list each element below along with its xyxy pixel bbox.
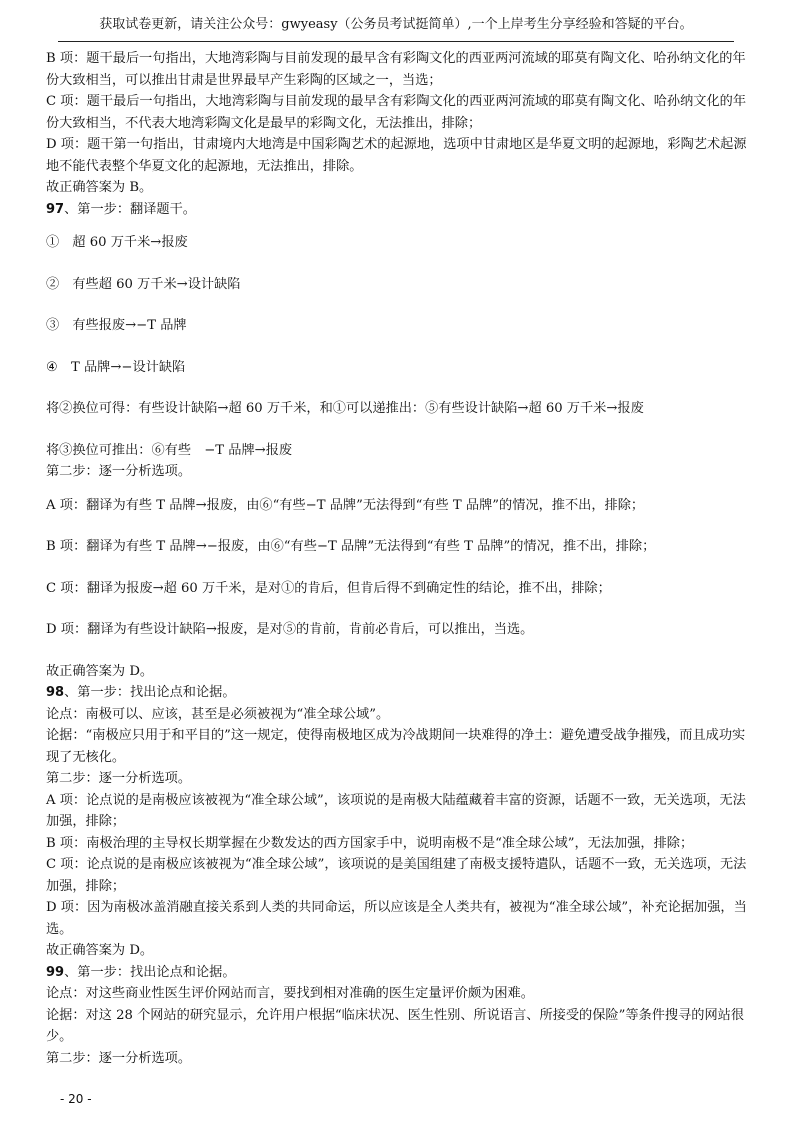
paragraph-text: A 项：论点说的是南极应该被视为“准全球公域”，该项说的是南极大陆蕴藏着丰富的资源，话题不一致，无关选项，无法加强，排除； — [46, 792, 746, 829]
paragraph — [46, 274, 752, 296]
paragraph-text: 故正确答案为 D。 — [46, 663, 154, 679]
paragraph-text: 、第一步：找出论点和论据。 — [64, 685, 236, 700]
paragraph-text: 将②换位可得：有些设计缺陷→超 60 万千米，和①可以递推出：⑤有些设计缺陷→超 60 万千米→报废 — [46, 401, 644, 416]
paragraph — [46, 232, 752, 254]
paragraph — [46, 983, 752, 1005]
paragraph-text: 故正确答案为 D。 — [46, 943, 154, 958]
paragraph-text: 论点：南极可以、应该，甚至是必须被视为“准全球公域”。 — [46, 706, 390, 722]
header-divider — [58, 41, 734, 42]
paragraph — [46, 619, 752, 641]
paragraph-text: B 项：翻译为有些 T 品牌→−报废，由⑥“有些−T 品牌”无法得到“有些 T 品牌”的情况，推不出，排除； — [46, 539, 656, 554]
question-number: 99 — [46, 964, 65, 980]
paragraph-text: B 项：南极治理的主导权长期掌握在少数发达的西方国家手中，说明南极不是“准全球公域”，无法加强，排除； — [46, 835, 694, 851]
paragraph — [46, 940, 752, 962]
document-body — [46, 48, 752, 1069]
paragraph-text: 、第一步：找出论点和论据。 — [64, 964, 236, 980]
paragraph — [46, 48, 752, 91]
paragraph — [46, 177, 752, 199]
paragraph — [46, 661, 752, 683]
question-number: 97 — [46, 201, 65, 217]
paragraph — [46, 768, 752, 790]
paragraph — [46, 578, 752, 600]
paragraph-text: 论据：“南极应只用于和平目的”这一规定，使得南极地区成为冷战期间一块难得的净土：避免遭受战争摧残，而且成功实现了无核化。 — [46, 728, 746, 765]
paragraph — [46, 725, 752, 768]
paragraph-text: D 项：翻译为有些设计缺陷→报废，是对⑤的肯前，肯前必肯后，可以推出，当选。 — [46, 622, 534, 637]
paragraph-text: 故正确答案为 B。 — [46, 180, 153, 195]
paragraph — [46, 536, 752, 558]
paragraph-text: 论点：对这些商业性医生评价网站而言，要找到相对准确的医生定量评价颇为困难。 — [46, 986, 534, 1001]
page-header: 获取试卷更新，请关注公众号：gwyeasy（公务员考试挺简单）,一个上岸考生分享经验和答疑的平台。 — [99, 17, 693, 32]
paragraph-text: B 项：题干最后一句指出，大地湾彩陶与目前发现的最早含有彩陶文化的西亚两河流域的耶莫有陶文化、哈孙纳文化的年份大致相当，可以推出甘肃是世界最早产生彩陶的区域之一，当选； — [46, 51, 746, 88]
paragraph-text: 将③换位可推出：⑥有些 −T 品牌→报废 — [46, 442, 293, 458]
paragraph — [46, 704, 752, 726]
question-heading — [46, 199, 752, 221]
question-heading — [46, 962, 752, 984]
paragraph-text: ③ 有些报废→−T 品牌 — [46, 318, 187, 333]
paragraph-text: C 项：题干最后一句指出，大地湾彩陶与目前发现的最早含有彩陶文化的西亚两河流域的耶莫有陶文化、哈孙纳文化的年份大致相当，不代表大地湾彩陶文化是最早的彩陶文化，无法推出，排除； — [46, 94, 747, 131]
paragraph — [46, 833, 752, 855]
paragraph-text: D 项：题干第一句指出，甘肃境内大地湾是中国彩陶艺术的起源地，选项中甘肃地区是华夏文明的起源地，彩陶艺术起源地不能代表整个华夏文化的起源地，无法推出，排除。 — [46, 137, 747, 174]
paragraph — [46, 1048, 752, 1070]
paragraph — [46, 854, 752, 897]
paragraph-text: ① 超 60 万千米→报废 — [46, 235, 188, 250]
paragraph-text: A 项：翻译为有些 T 品牌→报废，由⑥“有些−T 品牌”无法得到“有些 T 品牌”的情况，推不出，排除； — [46, 497, 645, 513]
paragraph-text: ② 有些超 60 万千米→设计缺陷 — [46, 276, 241, 292]
paragraph — [46, 398, 752, 420]
question-heading — [46, 682, 752, 704]
paragraph — [46, 315, 752, 337]
paragraph-text: D 项：因为南极冰盖消融直接关系到人类的共同命运，所以应该是全人类共有，被视为“准全球公域”，补充论据加强，当选。 — [46, 900, 747, 937]
question-number: 98 — [46, 685, 65, 700]
paragraph-text: 第二步：逐一分析选项。 — [46, 464, 192, 479]
paragraph — [46, 357, 752, 379]
paragraph — [46, 91, 752, 134]
paragraph — [46, 134, 752, 177]
paragraph — [46, 897, 752, 940]
paragraph-text: ④ T 品牌→−设计缺陷 — [46, 359, 186, 375]
paragraph — [46, 1005, 752, 1048]
paragraph-text: 第二步：逐一分析选项。 — [46, 771, 192, 786]
paragraph-text: C 项：翻译为报废→超 60 万千米，是对①的肯后，但肯后得不到确定性的结论，推不出，排除； — [46, 580, 611, 596]
page-number: - 20 - — [60, 1092, 92, 1106]
paragraph-text: 第二步：逐一分析选项。 — [46, 1050, 192, 1066]
paragraph-text: C 项：论点说的是南极应该被视为“准全球公域”，该项说的是美国组建了南极支援特遣队，话题不一致，无关选项，无法加强，排除； — [46, 857, 747, 894]
paragraph — [46, 461, 752, 483]
paragraph — [46, 495, 752, 517]
paragraph-text: 、第一步：翻译题干。 — [64, 201, 196, 217]
paragraph — [46, 440, 752, 462]
paragraph-text: 论据：对这 28 个网站的研究显示，允许用户根据“临床状况、医生性别、所说语言、所接受的保险”等条件搜寻的网站很少。 — [46, 1007, 745, 1044]
paragraph — [46, 790, 752, 833]
